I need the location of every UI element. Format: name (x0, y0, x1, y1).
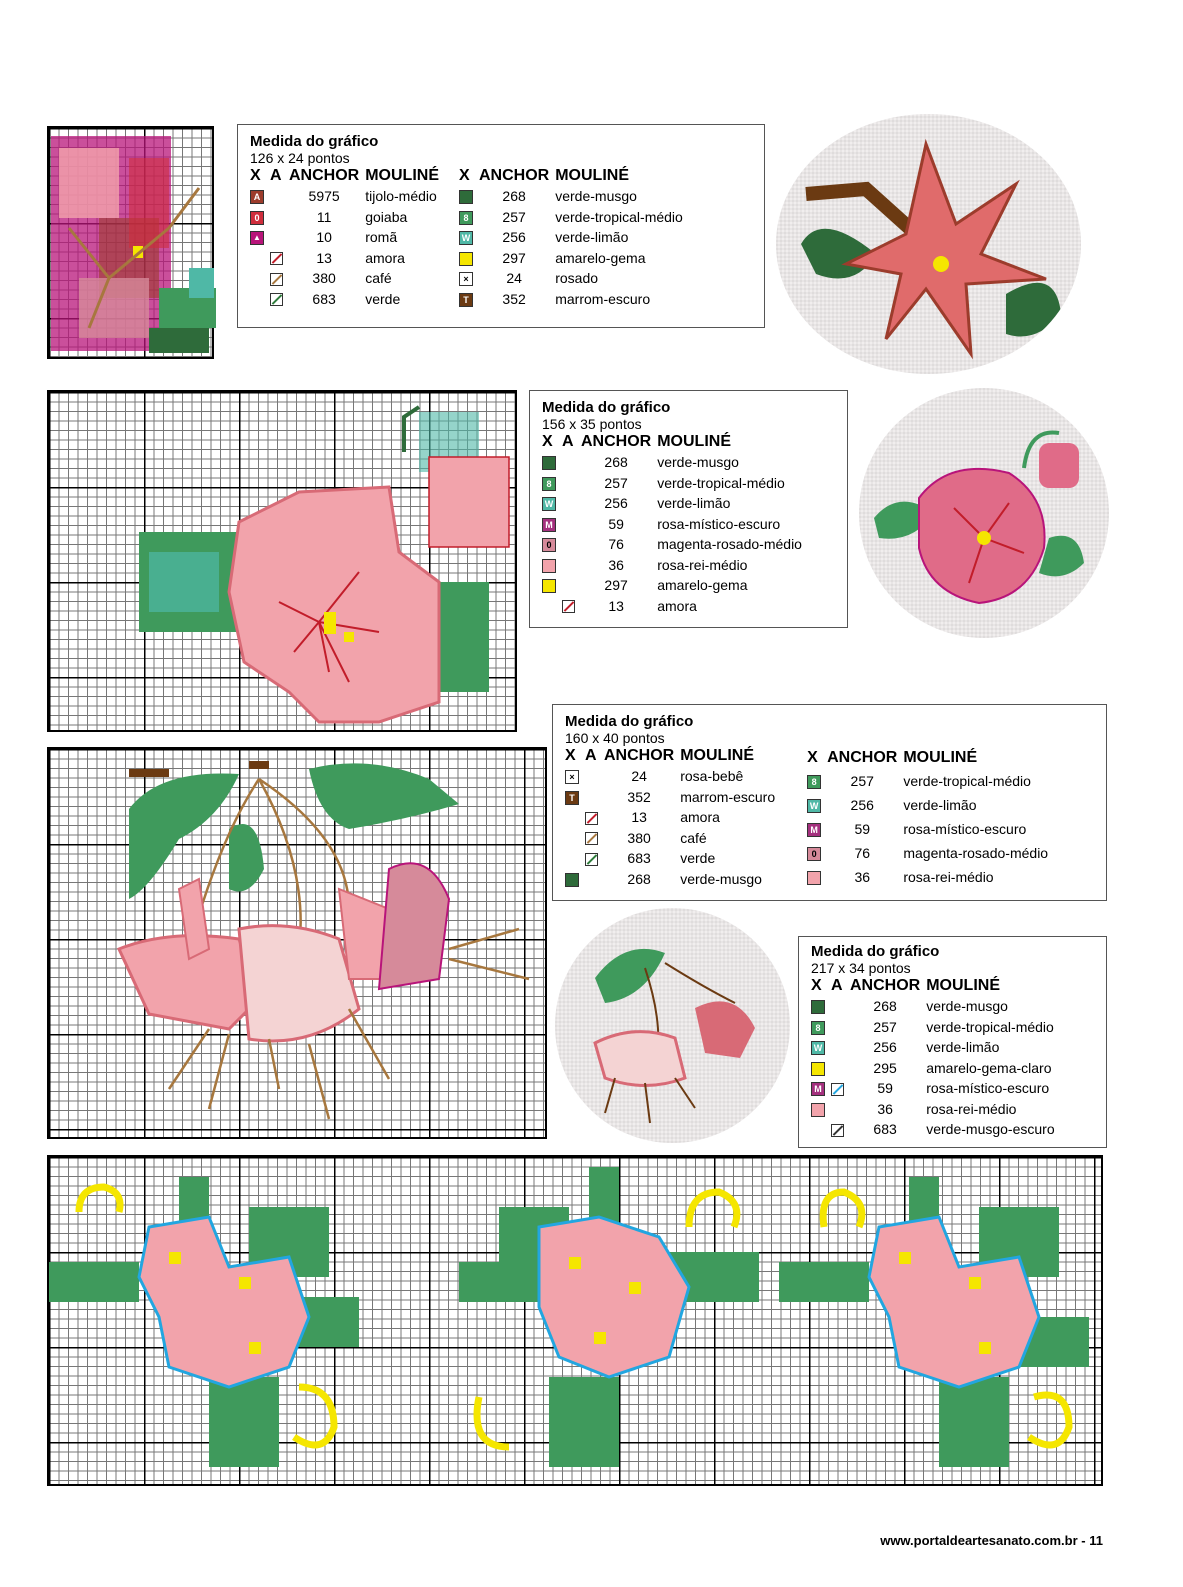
color-name: romã (365, 229, 398, 245)
chart-4-grid (47, 1155, 1103, 1486)
legend-row (811, 996, 1061, 1017)
color-name: verde-limão (555, 229, 629, 245)
legend-2-size: 156 x 35 pontos (542, 416, 642, 432)
verde-limao-swatch-icon: W (807, 799, 821, 813)
color-name: rosa-rei-médio (926, 1100, 1017, 1117)
col-anchor: ANCHOR (289, 167, 360, 184)
legend-row (542, 534, 808, 555)
photo-2-image (859, 388, 1109, 638)
legend-row (565, 848, 781, 869)
color-name: amora (680, 809, 720, 825)
anchor-number: 352 (502, 290, 526, 307)
amarelo-swatch-icon (542, 579, 556, 593)
anchor-number: 76 (608, 536, 624, 552)
color-name: verde-limão (657, 495, 731, 511)
col-mouline: MOULINÉ (903, 748, 978, 766)
col-x: X (542, 433, 553, 450)
chart-3-grid (47, 747, 547, 1139)
anchor-number: 268 (604, 454, 628, 470)
legend-row (250, 289, 445, 310)
col-mouline: MOULINÉ (365, 167, 439, 184)
flower-motif (49, 1177, 359, 1467)
color-name: rosa-rei-médio (903, 868, 994, 885)
col-x: X (250, 167, 261, 184)
legend-2-table (542, 432, 808, 616)
rosa-mistico-swatch-icon: M (811, 1082, 825, 1096)
col-mouline: MOULINÉ (680, 747, 754, 764)
cafe-backstitch-icon (270, 273, 283, 286)
legend-row (807, 769, 1054, 793)
amarelo-swatch-icon (459, 252, 473, 266)
color-name: verde-limão (903, 796, 977, 813)
legend-row (807, 841, 1054, 865)
col-x: X (807, 748, 818, 766)
anchor-number: 257 (604, 474, 628, 491)
photo-1-image (776, 114, 1081, 374)
legend-row (565, 828, 781, 849)
legend-row (250, 227, 445, 248)
photo-lily-embroidery (776, 114, 1081, 374)
anchor-number: 36 (854, 868, 871, 885)
anchor-number: 297 (604, 577, 628, 593)
color-name: magenta-rosado-médio (657, 536, 802, 552)
color-name: amarelo-gema-claro (926, 1059, 1052, 1076)
anchor-number: 295 (873, 1059, 897, 1076)
col-a: A (831, 977, 843, 994)
anchor-number: 268 (873, 998, 897, 1014)
flower-motif (779, 1177, 1089, 1467)
legend-3-right-table (807, 746, 1054, 889)
color-name: café (680, 829, 707, 846)
anchor-number: 256 (604, 495, 628, 511)
anchor-number: 5975 (308, 188, 340, 204)
verde-tropical-swatch-icon: 8 (542, 477, 556, 491)
chart-4-motif (49, 1157, 1105, 1488)
legend-row (565, 766, 781, 787)
rosa-rei-swatch-icon (807, 871, 821, 885)
legend-row (542, 493, 808, 514)
legend-row (811, 1017, 1061, 1038)
rosa-mistico-swatch-icon: M (807, 823, 821, 837)
verde-backstitch-icon (585, 853, 598, 866)
color-name: rosa-místico-escuro (903, 820, 1027, 837)
anchor-number: 11 (316, 208, 332, 225)
color-name: verde-tropical-médio (903, 773, 1031, 790)
verde-tropical-swatch-icon: 8 (459, 211, 473, 225)
verde-backstitch-icon (270, 293, 283, 306)
col-a: A (270, 167, 282, 184)
legend-row (811, 1037, 1061, 1058)
col-x: X (459, 167, 470, 184)
legend-row (459, 289, 689, 310)
col-anchor: ANCHOR (581, 433, 652, 450)
chart-2-motif (49, 392, 519, 734)
verde-tropical-swatch-icon: 8 (811, 1021, 825, 1035)
anchor-number: 268 (627, 870, 651, 887)
anchor-number: 13 (316, 249, 332, 266)
legend-3-size: 160 x 40 pontos (565, 730, 665, 746)
verde-limao-swatch-icon: W (811, 1041, 825, 1055)
col-mouline: MOULINÉ (926, 977, 1000, 994)
rosa-bebe-swatch-icon: × (565, 770, 579, 784)
color-name: marrom-escuro (555, 290, 651, 307)
color-name: verde-musgo-escuro (926, 1121, 1055, 1137)
color-name: magenta-rosado-médio (903, 844, 1049, 861)
anchor-number: 13 (608, 597, 624, 614)
anchor-number: 683 (873, 1121, 897, 1137)
magenta-rosado-swatch-icon: 0 (807, 847, 821, 861)
verde-limao-swatch-icon: W (542, 497, 556, 511)
legend-row (565, 869, 781, 890)
page-footer (880, 1533, 1103, 1548)
color-name: verde-tropical-médio (555, 208, 683, 225)
anchor-number: 683 (312, 290, 336, 307)
roma-swatch-icon: ▲ (250, 231, 264, 245)
color-name: verde-limão (926, 1039, 1000, 1055)
col-mouline: MOULINÉ (555, 167, 629, 184)
anchor-number: 297 (502, 249, 526, 266)
anchor-number: 13 (631, 809, 647, 825)
color-name: tijolo-médio (365, 188, 437, 204)
anchor-number: 36 (608, 556, 624, 573)
rosa-rei-swatch-icon (811, 1103, 825, 1117)
verde-musgo-swatch-icon (565, 873, 579, 887)
col-anchor: ANCHOR (850, 977, 921, 994)
anchor-number: 380 (312, 270, 336, 286)
legend-row (459, 268, 689, 289)
verde-musgo-swatch-icon (811, 1000, 825, 1014)
verde-tropical-swatch-icon: 8 (807, 775, 821, 789)
photo-3-image (555, 908, 790, 1143)
color-name: rosa-rei-médio (657, 556, 748, 573)
verde-musgo-swatch-icon (542, 456, 556, 470)
col-x: X (811, 977, 822, 994)
anchor-number: 59 (854, 820, 871, 837)
legend-row (250, 268, 445, 289)
cafe-backstitch-icon (585, 832, 598, 845)
color-name: verde-musgo (657, 454, 739, 470)
col-mouline: MOULINÉ (657, 433, 731, 450)
anchor-number: 683 (627, 850, 651, 866)
marrom-swatch-icon: T (459, 293, 473, 307)
legend-row (250, 207, 445, 228)
legend-row (807, 793, 1054, 817)
legend-1 (237, 124, 765, 328)
legend-row (542, 473, 808, 494)
legend-1-title: Medida do gráfico (250, 133, 379, 150)
anchor-number: 352 (627, 788, 651, 805)
anchor-number: 10 (316, 229, 332, 245)
legend-row (542, 575, 808, 596)
legend-4 (798, 936, 1107, 1148)
col-a: A (585, 747, 597, 764)
color-name: verde-musgo (555, 188, 637, 204)
legend-row (811, 1058, 1061, 1079)
verde-musgo-swatch-icon (459, 190, 473, 204)
color-name: rosa-místico-escuro (926, 1080, 1050, 1096)
col-anchor: ANCHOR (479, 167, 550, 184)
anchor-number: 380 (627, 829, 651, 846)
color-name: amora (657, 597, 697, 614)
legend-row (811, 1078, 1061, 1099)
color-name: goiaba (365, 208, 408, 225)
anchor-number: 24 (506, 270, 522, 286)
amora-backstitch-icon (270, 252, 283, 265)
tijolo-swatch-icon: A (250, 190, 264, 204)
legend-1-size: 126 x 24 pontos (250, 150, 350, 166)
legend-4-table (811, 976, 1061, 1140)
legend-row (542, 452, 808, 473)
legend-4-size: 217 x 34 pontos (811, 960, 911, 976)
color-name: amarelo-gema (555, 249, 646, 266)
chart-1-grid (47, 126, 214, 359)
rosado-swatch-icon: × (459, 272, 473, 286)
legend-row (459, 248, 689, 269)
anchor-number: 36 (877, 1100, 893, 1117)
verde-limao-swatch-icon: W (459, 231, 473, 245)
goiaba-swatch-icon: 0 (250, 211, 264, 225)
color-name: marrom-escuro (680, 788, 776, 805)
legend-1-left-table (250, 166, 445, 309)
col-anchor: ANCHOR (827, 748, 898, 766)
color-name: amora (365, 249, 405, 266)
color-name: rosa-místico-escuro (657, 515, 781, 532)
legend-row (542, 555, 808, 576)
anchor-number: 257 (850, 773, 874, 790)
azul-backstitch-icon (831, 1083, 844, 1096)
footer-url[interactable]: www.portaldeartesanato.com.br (880, 1533, 1078, 1548)
verde-musgo-escuro-backstitch-icon (831, 1124, 844, 1137)
anchor-number: 256 (873, 1039, 897, 1055)
legend-row (811, 1099, 1061, 1120)
legend-row (811, 1119, 1061, 1140)
color-name: verde-tropical-médio (657, 474, 785, 491)
color-name: rosa-bebê (680, 768, 744, 784)
anchor-number: 268 (502, 188, 526, 204)
legend-2 (529, 390, 848, 628)
color-name: verde (680, 850, 716, 866)
amora-backstitch-icon (562, 600, 575, 613)
color-name: verde-tropical-médio (926, 1018, 1054, 1035)
legend-2-title: Medida do gráfico (542, 399, 671, 416)
chart-1-motif (49, 128, 216, 361)
rosa-mistico-swatch-icon: M (542, 518, 556, 532)
color-name: amarelo-gema (657, 577, 748, 593)
amarelo-swatch-icon (811, 1062, 825, 1076)
chart-2-grid (47, 390, 517, 732)
amora-backstitch-icon (585, 812, 598, 825)
legend-row (542, 514, 808, 535)
color-name: verde (365, 290, 401, 307)
col-a: A (562, 433, 574, 450)
marrom-swatch-icon: T (565, 791, 579, 805)
anchor-number: 257 (873, 1018, 897, 1035)
legend-row (459, 186, 689, 207)
legend-4-title: Medida do gráfico (811, 943, 940, 960)
anchor-number: 76 (854, 844, 871, 861)
flower-motif (459, 1167, 759, 1467)
color-name: café (365, 270, 392, 286)
legend-row (250, 186, 445, 207)
legend-1-right-table (459, 166, 689, 309)
footer-separator: - (1081, 1533, 1086, 1548)
legend-row (565, 787, 781, 808)
legend-row (542, 596, 808, 617)
legend-row (459, 207, 689, 228)
color-name: verde-musgo (680, 870, 762, 887)
chart-3-motif (49, 749, 549, 1141)
legend-row (807, 817, 1054, 841)
col-anchor: ANCHOR (604, 747, 675, 764)
color-name: verde-musgo (926, 998, 1008, 1014)
anchor-number: 59 (608, 515, 624, 532)
legend-row (250, 248, 445, 269)
page-number: 11 (1089, 1533, 1103, 1548)
photo-flower-embroidery (859, 388, 1109, 638)
rosa-rei-swatch-icon (542, 559, 556, 573)
legend-row (565, 807, 781, 828)
col-x: X (565, 747, 576, 764)
legend-3-left-table (565, 746, 781, 889)
photo-fuchsia-embroidery (555, 908, 790, 1143)
anchor-number: 24 (631, 768, 647, 784)
anchor-number: 257 (502, 208, 526, 225)
anchor-number: 59 (877, 1080, 893, 1096)
legend-3-title: Medida do gráfico (565, 713, 694, 730)
anchor-number: 256 (502, 229, 526, 245)
legend-row (459, 227, 689, 248)
legend-row (807, 865, 1054, 889)
magenta-rosado-swatch-icon: 0 (542, 538, 556, 552)
anchor-number: 256 (850, 796, 874, 813)
legend-3 (552, 704, 1107, 901)
color-name: rosado (555, 270, 599, 286)
